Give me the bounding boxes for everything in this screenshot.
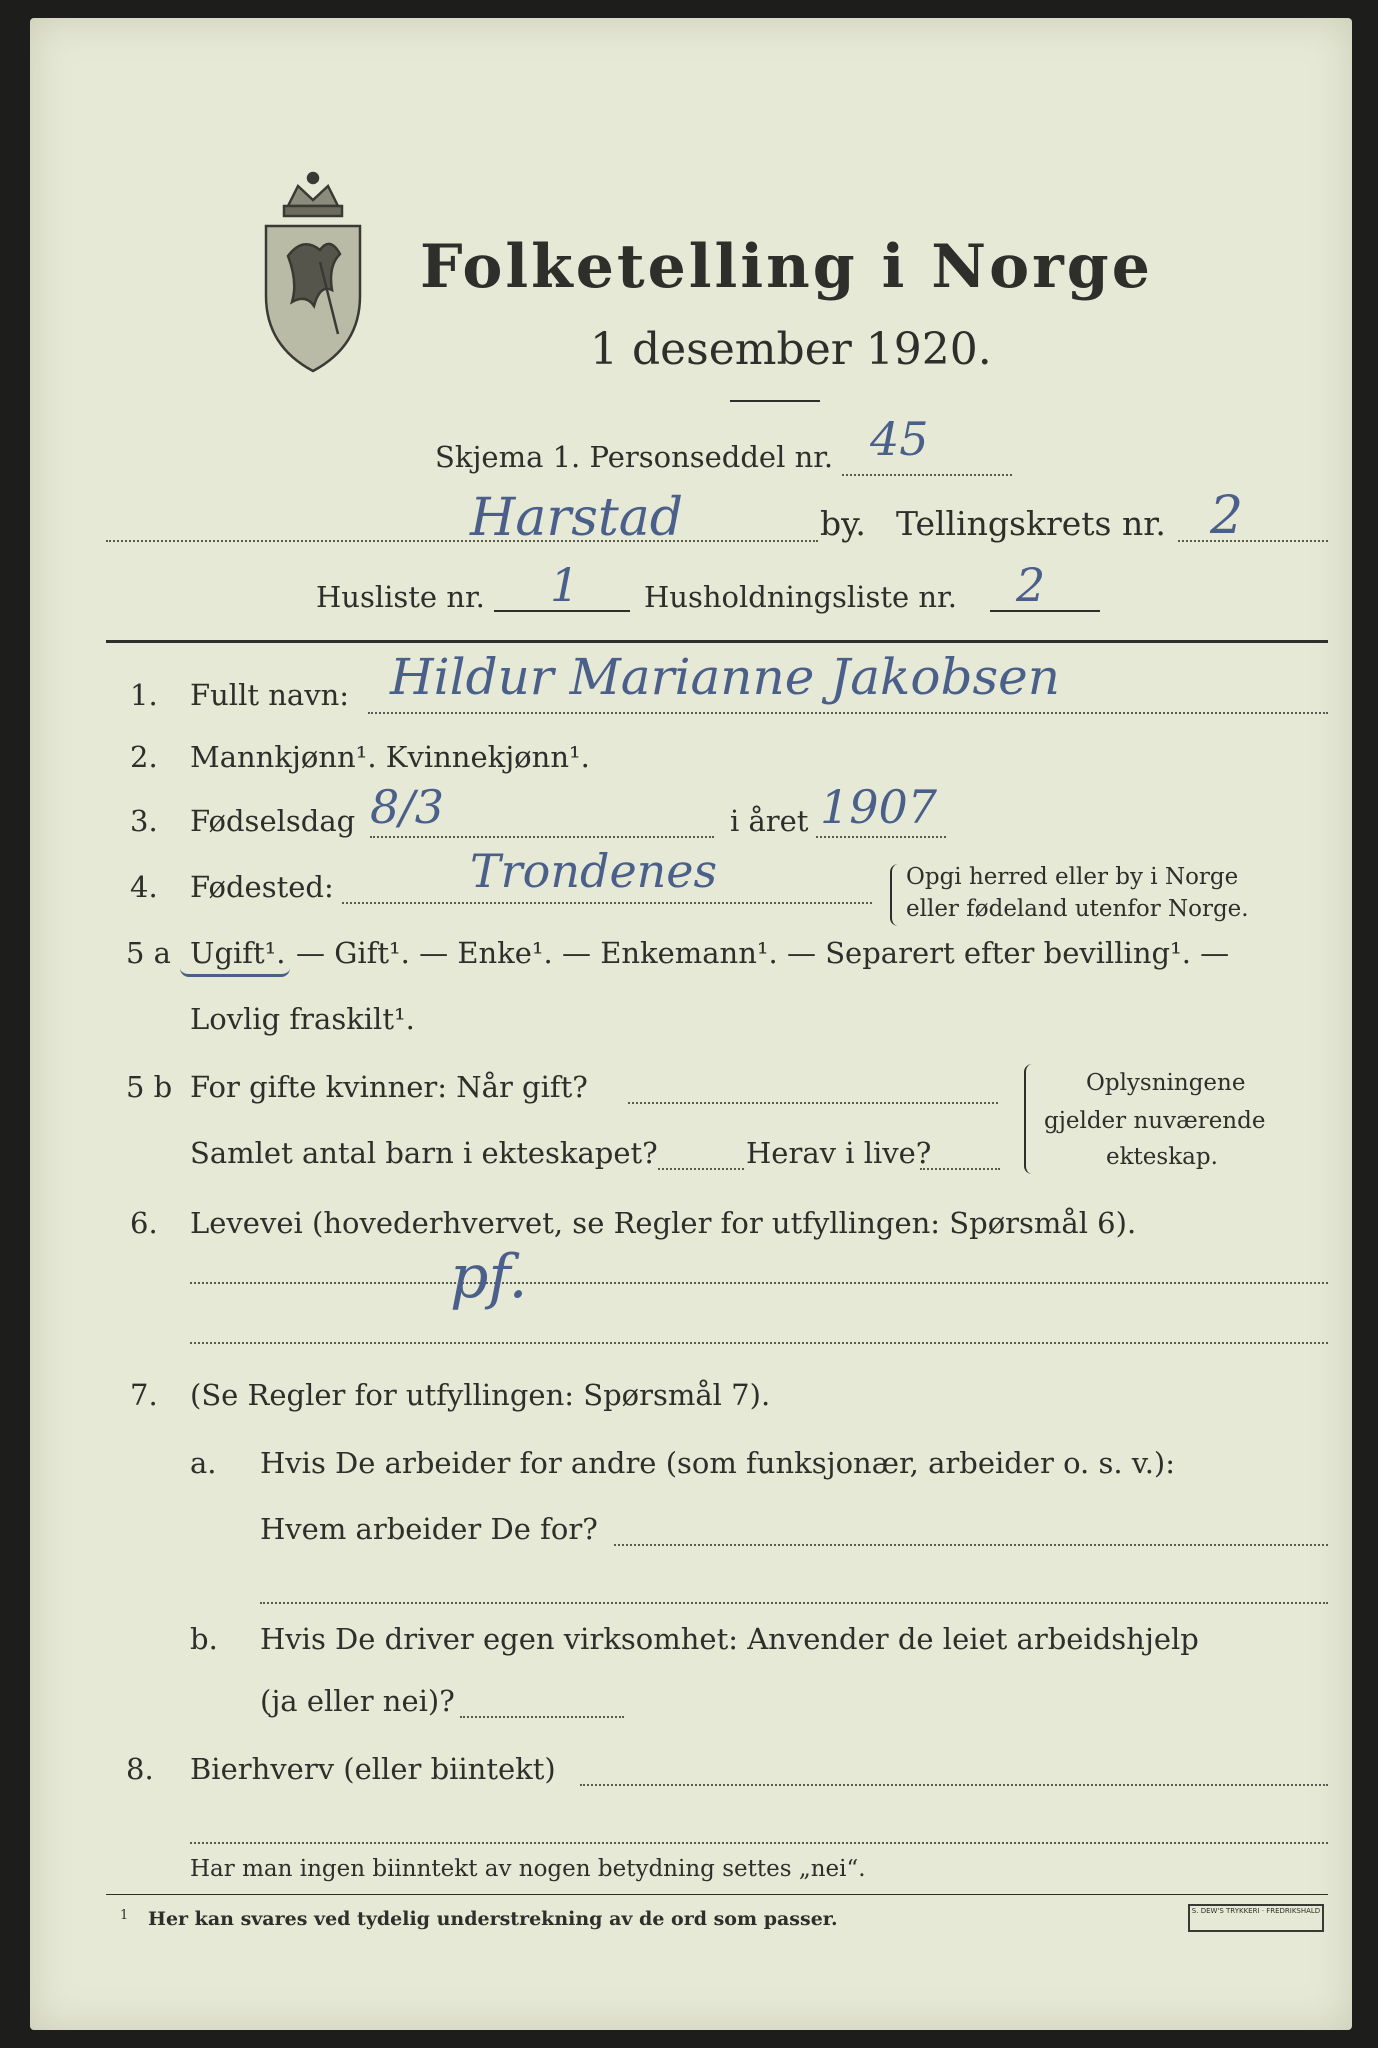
- header-rule: [106, 640, 1328, 643]
- krets-label: Tellingskrets nr.: [896, 504, 1166, 543]
- q6-line1: [190, 1282, 1328, 1284]
- husholdning-value[interactable]: 2: [1016, 558, 1046, 612]
- q2-number: 2.: [130, 740, 158, 774]
- q5b-married-line: [628, 1102, 998, 1104]
- ugift-underline-mark: [180, 968, 290, 977]
- q1-label: Fullt navn:: [190, 678, 350, 712]
- q7b-line: [460, 1716, 624, 1718]
- q5b-note-line3: ekteskap.: [1106, 1144, 1218, 1170]
- q5b-note-line2: gjelder nuværende: [1044, 1108, 1266, 1134]
- q4-line: [342, 902, 872, 904]
- q5b-number: 5 b: [126, 1070, 173, 1104]
- printer-stamp: S. DEW'S TRYKKERI · FREDRIKSHALD: [1188, 1904, 1324, 1932]
- form-date: 1 desember 1920.: [590, 324, 992, 375]
- by-label: by.: [820, 504, 866, 543]
- q1-number: 1.: [130, 678, 158, 712]
- q6-label: Levevei (hovederhvervet, se Regler for utfyllingen: Spørsmål 6).: [190, 1206, 1137, 1240]
- husliste-value[interactable]: 1: [550, 558, 580, 612]
- q5b-label2: Samlet antal barn i ekteskapet?: [190, 1136, 658, 1170]
- krets-value[interactable]: 2: [1210, 486, 1244, 546]
- footnote-text: Her kan svares ved tydelig understrekning av de ord som passer.: [148, 1908, 838, 1930]
- q8-number: 8.: [126, 1752, 154, 1786]
- q7a-letter: a.: [190, 1446, 217, 1480]
- q4-note-line2: eller fødeland utenfor Norge.: [906, 896, 1249, 922]
- q7a-line1: [614, 1544, 1328, 1546]
- coat-of-arms-icon: [258, 166, 368, 376]
- q5a-number: 5 a: [126, 936, 171, 970]
- q1-name-value[interactable]: Hildur Marianne Jakobsen: [390, 648, 1060, 706]
- q2-label: Mannkjønn¹. Kvinnekjønn¹.: [190, 740, 590, 774]
- q5b-children-line: [658, 1168, 744, 1170]
- schema-label: Skjema 1. Personseddel nr.: [435, 440, 834, 474]
- q6-line2: [190, 1342, 1328, 1344]
- q5b-alive-line: [920, 1168, 1000, 1170]
- q3-year-line: [816, 836, 946, 838]
- q3-number: 3.: [130, 804, 158, 838]
- q5a-options: — Gift¹. — Enke¹. — Enkemann¹. — Separert efter bevilling¹. —: [296, 936, 1230, 970]
- q5b-brace: [1024, 1064, 1036, 1174]
- q3-label: Fødselsdag: [190, 804, 356, 838]
- q6-occupation-value[interactable]: pf.: [450, 1242, 528, 1312]
- personseddel-number[interactable]: 45: [870, 412, 929, 466]
- q7a-label2: Hvem arbeider De for?: [260, 1512, 598, 1546]
- q5a-ugift[interactable]: Ugift¹.: [190, 936, 286, 970]
- q8-label: Bierhverv (eller biintekt): [190, 1752, 556, 1786]
- q3-day-value[interactable]: 8/3: [370, 780, 445, 834]
- title-divider: [730, 400, 820, 402]
- q5b-label: For gifte kvinner: Når gift?: [190, 1070, 588, 1104]
- q3-year-label: i året: [730, 804, 809, 838]
- q4-place-value[interactable]: Trondenes: [470, 844, 718, 898]
- census-form-sheet: [30, 18, 1352, 2030]
- q6-number: 6.: [130, 1206, 158, 1240]
- form-title: Folketelling i Norge: [420, 232, 1153, 302]
- q7-label: (Se Regler for utfyllingen: Spørsmål 7).: [190, 1378, 771, 1412]
- q8-line2: [190, 1842, 1328, 1844]
- q7b-label: Hvis De driver egen virksomhet: Anvender de leiet arbeidshjelp: [260, 1622, 1199, 1656]
- q8-line1: [580, 1784, 1328, 1786]
- q4-brace: [890, 864, 902, 926]
- q4-label: Fødested:: [190, 870, 334, 904]
- footnote-rule: [106, 1894, 1328, 1895]
- q1-line: [368, 712, 1328, 714]
- q3-day-line: [370, 836, 714, 838]
- q5b-note-line1: Oplysningene: [1086, 1070, 1246, 1096]
- husholdning-label: Husholdningsliste nr.: [644, 580, 957, 614]
- q7b-label2: (ja eller nei)?: [260, 1684, 455, 1718]
- q4-number: 4.: [130, 870, 158, 904]
- q8-note: Har man ingen biinntekt av nogen betydning settes „nei“.: [190, 1856, 866, 1882]
- q3-year-value[interactable]: 1907: [820, 780, 938, 834]
- q5a-line2: Lovlig fraskilt¹.: [190, 1002, 415, 1036]
- q7-number: 7.: [130, 1378, 158, 1412]
- q7a-line2: [260, 1602, 1328, 1604]
- personseddel-line: [842, 474, 1012, 476]
- q4-note-line1: Opgi herred eller by i Norge: [906, 864, 1239, 890]
- footnote-mark: 1: [120, 1908, 129, 1923]
- husliste-label: Husliste nr.: [316, 580, 485, 614]
- city-value[interactable]: Harstad: [470, 488, 684, 548]
- krets-line: [1178, 540, 1328, 542]
- q5b-label3: Herav i live?: [746, 1136, 932, 1170]
- city-line: [106, 540, 818, 542]
- q7b-letter: b.: [190, 1622, 218, 1656]
- q7a-label: Hvis De arbeider for andre (som funksjonær, arbeider o. s. v.):: [260, 1446, 1176, 1480]
